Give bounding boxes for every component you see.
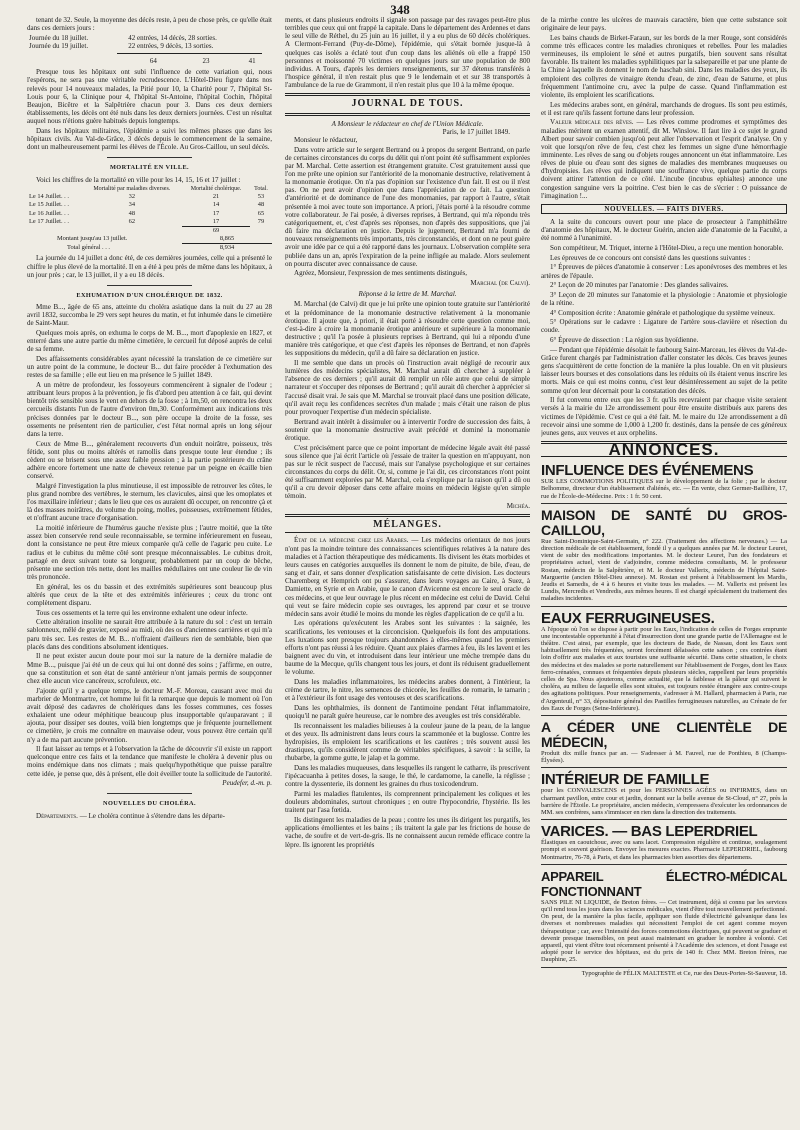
- table-cell: 21: [212, 193, 220, 201]
- ad-headline: MAISON DE SANTÉ DU GROS-CAILLOU,: [541, 506, 787, 538]
- table-row: [27, 218, 272, 227]
- table-cell: Total général . . .: [67, 244, 111, 251]
- table-row: [27, 226, 272, 235]
- table-cell: 14: [212, 201, 220, 209]
- table-cell: 22 entrées, 9 décès, 13 sorties.: [128, 41, 214, 50]
- paragraph: Il me semble que dans un procès où l'instruction avait négligé de recourir aux lumières des médecins spécialistes, M. Marchal aurait dû chercher à suppléer à l'absence de ces derniers ; qu'il aurait dû remplir un rôle autre que celui de simple narrateur et s'occuper des réponses de Bertrand ; qu'il aurait dû chercher à apprécier si l'accusé disait vrai. Je sais que M. Marchal se trouvait placé dans une position délicate, qu'il avait reçu les confidences secrètes d'un malade ; mais c'était une raison de plus pour provoquer l'expertise d'un médecin spécialiste.: [285, 358, 530, 416]
- paragraph: 2° Leçon de 20 minutes par l'anatomie : Des glandes salivaires.: [550, 281, 729, 290]
- ad-headline: INTÉRIEUR DE FAMILLE: [541, 771, 710, 789]
- paragraph: Dans les maladies inflammatoires, les médecins arabes donnent, à l'intérieur, la crème de tartre, le nitre, les semences de chicorée, les feuilles de romarin, le tamarin ; et à l'extérieur ils font usage des ventouses et des scarifications.: [285, 678, 530, 703]
- paragraph: — Pendant que l'épidémie désolait le faubourg Saint-Marceau, les élèves du Val-de-Grâce furent chargés par l'administration d'aller constater les décès. Ces braves jeunes gens s'acquittèrent de cette fonction de la manière la plus louable. On en vit plusieurs laisser leurs bourses et des consolations dans les réduits où ils étaient venus inscrire les morts. Mais ce qui est moins connu, c'est leur désintéressement au sujet de la petite somme qu'on leur décernait pour la constatation des décès.: [541, 345, 787, 395]
- paragraph: Voici les chiffres de la mortalité en ville pour les 14, 15, 16 et 17 juillet :: [36, 175, 241, 184]
- paragraph: [541, 118, 787, 200]
- table-cell: 53: [257, 193, 265, 201]
- paragraph: Cette altération insolite ne saurait être attribuée à la nature du sol : c'est un terrain sablonneux, mêlé de gravier, exposé au midi, où des os d'anciennes carrières et qui m'a paru très sec. Les restes de M. B... n'offraient d'ailleurs rien de semblable, bien que placés dans des conditions absolument identiques.: [27, 618, 272, 651]
- table-cell: 48: [128, 209, 136, 217]
- advertisement: [541, 718, 787, 768]
- ad-body: Rue Saint-Dominique-Saint-Germain, n° 222. (Traitement des affections nerveuses.) — La direction médicale de cet établissement, fondé il y a quelques années par M. le docteur Leuret, vient de subir des modifications importantes. M. le docteur Leuret, l'un des fondateurs et propriétaires actuel, vient de s'adjoindre, comme médecins consultants, M. le professeur Rostan, médecin de la Salpêtrière, et M. le docteur Vallerix, médecin de l'hôpital Saint-Marguerite (ancien Hôtel-Dieu annexe). M. Rostan est présent à l'établissement les Mardis, Jeudis et Samedis, de 4 à 6 heures et visite tous les malades. — M. Vallerix est présent les Lundis, Mercredis et Vendredis, aux mêmes heures. Il est chargé spécialement du traitement des maladies incidentes.: [541, 537, 787, 603]
- paragraph: Des affaissements considérables ayant nécessité la translation de ce cimetière sur un autre point de la commune, le docteur B... dut faire procéder à l'exhumation des restes de sa famille ; elle eut lieu en ma présence le 5 juillet 1849.: [27, 354, 272, 380]
- paragraph: [27, 812, 272, 820]
- table-cell: Le 15 Juillet. . .: [29, 201, 69, 209]
- table-row: [127, 57, 272, 65]
- table-header-row: [27, 185, 272, 193]
- paragraph: Presque tous les hôpitaux ont subi l'influence de cette variation qui, nous l'espérons, ne sera pas une véritable recrudescence. L'Hôtel-Dieu figure dans nos relevés pour 14 nouveaux malades, la Pitié pour 10, la Charité pour 7, l'hôpital St-Louis pour 6, la Clinique pour 4, l'hôpital St-Antoine, l'hôpital Cochin, l'hôpital Beaujon, Bicêtre et la Salpêtrière chacun pour 3. Dans ces deux derniers établissements, les décès ont été nuls dans les deux derniers journées. C'est un résultat auquel nous n'étions guère habitués depuis longtemps.: [27, 68, 272, 126]
- paragraph-text: — Les médecins orientaux de nos jours n'ont pas la moindre teinture des connaissances scientifiques relatives à la nature des maladies et à l'action thérapeutique des médicaments. Ils divisent les états morbides et leurs causes en catégories auxquelles ils donnent le nom de pituite, de bile, d'eau, de sang et d'air, et sans donner d'explication satisfaisante de cette division. Les docteurs Charemberg et Hemprich ont pu s'assurer, dans leurs voyages au Caire, à Suez, à Damiette, en Syrie et en Arabie, que le canon d'Avicenne est encore le seul oracle de ces médecins, et que leur ouvrage le plus récent en médecine est celui de David. Celui qui veut se faire médecin copie ses ouvrages, les apprend par cœur et se trouve médecin sans avoir étudié le moins du monde les règles d'application de ce qu'il a lu.: [285, 536, 530, 618]
- paragraph: C'est précisément parce que ce point important de médecine légale avait été passé sous silence que j'ai écrit l'article où j'essaie de traiter la question en m'appuyant, non pas sur le récit suspect de l'accusé, mais sur l'analyse psychologique et sur certaines circonstances du corps du délit. Or, si, comme je l'ai dit, ces circonstances n'ont point été suffisamment explorées par M. Marchal, cela s'explique par la raison qu'il a dû ou qu'il a cru devoir déposer dans cette affaire moins en médecin légiste qu'en simple témoin.: [285, 443, 530, 501]
- grand-total: 8,934: [182, 244, 272, 253]
- letter-greeting: Monsieur le rédacteur,: [294, 135, 358, 144]
- ad-body: Produit dix mille francs par an. — S'adresser à M. Fauvel, rue de Ponthieu, 8 (Champs-Élysées).: [541, 750, 787, 765]
- table-cell: 32: [128, 193, 136, 201]
- table-cell: Le 14 Juillet. . .: [29, 193, 69, 201]
- paragraph: ments, et dans plusieurs endroits il signale son passage par des ravages peut-être plus terribles que ceux qui ont frappé la capitale. Dans le département des Ardennes et dans le seul ville de Réthel, du 25 juin au 16 juillet, il y a eu plus de 60 décès cholériques. A Clermont-Ferrand (Puy-de-Dôme), l'épidémie, qui s'était bornée jusque-là à quelques cas isolés a éclaté tout d'un coup dans les aliénés où elle a frappé 150 personnes et moissonné 70 victimes en quelques jours sur une population de 800 individus. A Tours, d'après les derniers renseignements, sur 37 détenus transférés à l'hospice général, il n'en restait plus que 9 le lendemain et et sur 38 transportés à l'ambulance de la rue de Grammont, il n'en restait plus que 10 à la même époque.: [285, 16, 530, 90]
- table-cell: 8,865: [219, 235, 235, 243]
- double-rule: [285, 93, 530, 96]
- paragraph: La journée du 14 juillet a donc été, de ces dernières journées, celle qui a présenté le chiffre le plus élevé de la mortalité. Il en a été à peu près de même dans les hôpitaux, à un jour près ; car, le 13 juillet, il y a eu 18 décès.: [27, 254, 272, 279]
- table-cell: Le 17 Juillet. . .: [29, 218, 69, 226]
- paragraph: Les bains chauds de Birket-Faraun, sur les bords de la mer Rouge, sont considérés comme très efficaces contre les maladies chroniques et rebelles. Pour les maladies vermineuses, ils emploient le séné et autres purgatifs, bien souvent sans résultat favorable. Ils traitent les maladies syphilitiques par la salsepareille et par une plante de la Chine à laquelle ils donnent le nom de haschab sini. Dans les maladies des yeux, ils emploient des collyres de vinaigre étendu d'eau, de zinc, d'eau de Saturne, et plus fréquemment l'antimoine cru, avec la pulpe de casse. Quand l'inflammation est violente, ils emploient les scarifications.: [541, 33, 787, 99]
- ad-body: Élastiques en caoutchouc, avec ou sans lacet. Compression régulière et continue, soulagement prompt et souvent guérison. Envoyer les mesures exactes. Pharmacie LEPERDRIEL, faubourg Montmartre, 76-78, à Paris, et dans les pharmacies bien assorties des départemens.: [541, 839, 787, 861]
- section-heading: MÉLANGES.: [373, 519, 442, 531]
- paragraph: Dans les maladies muqueuses, dans lesquelles ils rangent le catharre, ils prescrivent l'ipécacuanha à petites doses, la sauge, le thé, le cardamome, la canelle, la réglisse ; contre la dyssenterie, ils donnent les graines du rhus toxicodendrum.: [285, 764, 530, 789]
- paragraph: Malgré l'investigation la plus minutieuse, il est impossible de retrouver les côtes, le plus grand nombre des vertèbres, le sternum, les clavicules, ainsi que les omoplates et l'os maxillaire inférieur ; dans le lieu que ces os auraient dû occuper, on rencontre çà et là des masses noirâtres, du volume du poing, molles, poisseuses, extrêmement fétides, et n'offrant aucune trace d'organisation.: [27, 481, 272, 523]
- advertisement: [541, 461, 787, 504]
- paragraph: Mme B..., âgée de 65 ans, atteinte du choléra asiatique dans la nuit du 27 au 28 avril 1832, succomba le 29 vers sept heures du matin, et fut inhumée dans le cimetière de Saint-Maur.: [27, 303, 272, 328]
- paragraph: Les opérations qu'exécutent les Arabes sont les suivantes : la saignée, les scarifications, les ventouses et la circoncision. Quelquefois ils font des amputations. Les luxations sont presque toujours abandonnées à elles-mêmes quand les premiers efforts n'ont pas réussi à les réduire. Quant aux plaies d'armes à feu, ils les lavent et les baignent avec du vin, et introduisent dans leur intérieur une mèche trempée dans du baume de la Mecque, qu'ils changent tous les jours, et dont ils réduisent graduellement le volume.: [285, 619, 530, 677]
- paragraph: 4° Composition écrite : Anatomie générale et pathologique du système veineux.: [550, 308, 775, 317]
- paragraph: A la suite du concours ouvert pour une place de prosecteur à l'amphithéâtre d'anatomie des hôpitaux, M. le docteur Guérin, ancien aide d'anatomie de la Faculté, a été nommé à l'unanimité.: [541, 218, 787, 243]
- table-cell: 34: [128, 201, 136, 209]
- advertisement: [541, 506, 787, 607]
- paragraph: Dans les ophthalmies, ils donnent de l'antimoine pendant l'état inflammatoire, quoiqu'il ne paraît guère heureuse, car le nombre des aveugles est très considérable.: [285, 704, 530, 721]
- ad-body: A l'époque où l'on se dispose à partir pour les Eaux, l'indication de celles de Forges emprunte une incontestable opportunité à l'état d'insurrection dont une grande partie de l'Allemagne est le théâtre. C'est ainsi, par exemple, que les docteurs de Bade, de Nassau, dont les Eaux sont habituellement très fréquentées, seront forcément délaissées cette saison ; ces contrées étant loin d'offrir aux malades et aux touristes une suffisante sécurité. Dans cette situation, le choix des médecins et des malades se porte naturellement sur l'établissement de Forges, dont les Eaux ferro-crénatées, connues et fréquentées depuis plusieurs siècles, rappellent par leurs propriétés celles de Spa. Nous ajouterons, comme actualité, que la faiblesse et la pâleur qui suivent le choléra, au milieu de laquelle elles sont situées, est toujours restée étrangère aux contre-coups des agitations politiques. Pour renseignements, s'adresser à M. Hallard, pharmacien à Paris, rue d'Argenteuil, n° 33, dépositaire général des Pastilles ferrugineuses naturelles, au Crénate de fer des Eaux de Forges (Seine-Inférieure).: [541, 625, 787, 712]
- signature: Michéa.: [506, 502, 530, 511]
- ornament-divider: [27, 790, 272, 796]
- paragraph-text: — Le choléra continue à s'étendre dans les départe-: [77, 811, 225, 820]
- paragraph: [285, 536, 530, 618]
- daily-stats-totals: [127, 57, 272, 65]
- paragraph: En général, les os du bassin et des extrémités supérieures sont beaucoup plus altérés que ceux de la tête et des extrémités inférieures ; ceux du tronc ont complètement disparu.: [27, 582, 272, 607]
- table-cell: 48: [257, 201, 265, 209]
- paragraph: 3° Leçon de 20 minutes sur l'anatomie et la physiologie : Anatomie et physiologie de la rétine.: [541, 290, 787, 307]
- ornament-divider: [27, 154, 272, 160]
- paragraph: A un mètre de profondeur, les fossoyeurs commencèrent à signaler de l'odeur ; attribuant leurs propos à la prévention, je fis d'abord peu attention à ce fait, qui devint bientôt très sensible sous le vent en dehors de la fosse ; à 1m,50, on rencontra les deux cercueils distants l'un de l'autre d'environ 0m,30. Conformément aux indications très précises données par le docteur B..., son père occupe la droite de la fosse, ses ossements ne présentent rien de particulier, c'est l'état normal après un long séjour dans la terre.: [27, 380, 272, 438]
- paragraph: Bertrand avait intérêt à dissimuler ou à intervertir l'ordre de succession des faits, à soutenir que la monomanie destructive avait précédé et dominé la monomanie érotique.: [285, 417, 530, 442]
- paragraph: Les épreuves de ce concours ont consisté dans les questions suivantes :: [550, 253, 751, 262]
- total-entries: 64: [149, 57, 157, 66]
- signature: Marchal (de Calvi).: [470, 279, 530, 288]
- section-heading: JOURNAL DE TOUS.: [351, 98, 464, 110]
- total-exits: 41: [248, 57, 256, 66]
- letter-date: Paris, le 17 juillet 1849.: [442, 127, 510, 136]
- advertisement: [541, 822, 787, 865]
- paragraph: de la mirrhe contre les ulcères de mauvais caractère, bien que cette substance soit originaire de leur pays.: [541, 16, 787, 33]
- letter-addressee: A Monsieur le rédacteur en chef de l'Union Médicale.: [331, 119, 484, 128]
- paragraph: Les médecins arabes sont, en général, marchands de drogues. Ils sont peu estimés, et il est rare qu'ils fassent fortune dans leur profession.: [541, 100, 787, 117]
- column-left: [27, 16, 272, 1122]
- table-cell: Journée du 19 juillet.: [29, 41, 89, 50]
- table-cell: 62: [128, 218, 136, 226]
- table-cell: Le 16 Juillet. . .: [29, 209, 69, 217]
- double-rule: [285, 113, 530, 116]
- paragraph: tenant de 32. Seule, la moyenne des décès reste, à peu de chose près, ce qu'elle était dans ces derniers jours :: [27, 16, 272, 33]
- mortality-table: [27, 185, 272, 252]
- table-row: [27, 34, 272, 42]
- paragraph: Il fut convenu entre eux que les 3 fr. qu'ils recevraient par chaque visite seraient versés à la mairie du 12e arrondissement pour être ensuite distribués aux parens des victimes de l'épidémie. C'est ce qui a été fait. M. le maire du 12e arrondissement a dû recevoir ainsi une somme de 1,000 à 1,200 fr. destinés, dans la pensée de ces généreux jeunes gens, aux veuves et aux orphelins.: [541, 396, 787, 437]
- advertisement: [541, 609, 787, 716]
- ad-body: pour les CONVALESCENS et pour les PERSONNES AGÉES ou INFIRMES, dans un charmant pavillon, entre cour et jardin, donnant sur la belle avenue de St-Cloud, n° 27, près la barrière de l'Étoile. Le propriétaire, ancien médecin, s'empressera d'exécuter les ordonnances de MM. ses confrères, sans s'immiscer en rien dans la direction des traitements.: [541, 787, 787, 817]
- paragraph: Agréez, Monsieur, l'expression de mes sentiments distingués,: [294, 269, 468, 278]
- paragraph: Dans les hôpitaux militaires, l'épidémie a suivi les mêmes phases que dans les hôpitaux civils. Au Val-de-Grâce, 3 décès depuis le commencement de la semaine, dont un malheureusement parmi les élèves de l'École. Au Gros-Caillou, un seul décès.: [27, 126, 272, 152]
- table-row: [27, 42, 272, 50]
- table-header: Total.: [254, 186, 268, 193]
- paragraph: Ils distinguent les maladies de la peau ; contre les unes ils dirigent les purgatifs, les applications émollientes et les bains ; ils traitent la gale par les frictions de house de vache, de soufre et de vert-de-gris. Ils ne connaissent aucun remède efficace contre la lèpre. Ils ignorent les propriétés: [285, 816, 530, 849]
- daily-stats-table: [27, 34, 272, 50]
- subsection-heading: Réponse à la lettre de M. Marchal.: [358, 290, 457, 299]
- paragraph: Quelques mois après, on exhuma le corps de M. B..., mort d'apoplexie en 1827, et enterré dans une autre partie du même cimetière, le cercueil fut déposé auprès de celui de sa femme.: [27, 329, 272, 354]
- table-cell: 65: [257, 209, 265, 217]
- table-cell: 42 entrées, 14 décès, 28 sorties.: [128, 33, 217, 42]
- paragraph-text: — Les rêves comme prodromes et symptômes des maladies méritent un examen attentif, dit M. Winslow. Il faut lire à ce sujet le grand Albert pour savoir combien jusqu'où peut aller l'observation et l'esprit d'analyse. On y voit que lorsqu'on rêve de feu, c'est chez les femmes un signe d'une hémorrhagie imminente. Les rêves de sang ou d'objets rouges annoncent un état inflammatoire. Les rêves de pluie ou d'eau sont des signes de maladies des membranes muqueuses ou d'hydropisies. Les rêves qui indiquent une souffrance vive, quelque partie du corps doivent attirer l'attention de ce côté. L'incube (incubus ephialtes) annonce une congestion sanguine vers la poitrine. C'est bien le cas de s'écrier : O puissance de l'imagination !...: [541, 118, 787, 200]
- paragraph: Ils reconnaissent les maladies bilieuses à la couleur jaune de la peau, de la langue et des yeux. Ils administrent dans leurs cours la scammonée et la buglosse. Contre les hydropisies, ils emploient les scarifications et les cautères ; très souvent aussi les drastiques, qu'ils considèrent comme de véritables spécifiques, à savoir : la scille, la rhubarbe, la gomme gutte, le jalap et la gomme.: [285, 721, 530, 763]
- paragraph: Il faut laisser au temps et à l'observation la tâche de découvrir s'il existe un rapport quelconque entre ces faits et la tendance que manifeste le choléra à devenir plus ou moins endémique dans nos climats ; mais quelqu'hypothétique que puisse paraître cette idée, je pense que, dès à présent, elle doit éveiller toute la sollicitude de l'autorité.: [27, 745, 272, 778]
- total-deaths: 23: [202, 57, 210, 66]
- double-rule: [285, 514, 530, 517]
- page-number: 348: [390, 2, 410, 17]
- paragraph: 6° Épreuve de dissection : La région sus hyoïdienne.: [550, 336, 699, 345]
- paragraph: J'ajoute qu'il y a quelque temps, le docteur M.-F. Moreau, causant avec moi du marbrier de Montmartre, cet homme lui fit la remarque que depuis le moment où l'on avait déposé des cadavres de cholériques dans les fosses communes, ces fosses exhalaient une odeur méphitique beaucoup plus insupportable qu'auparavant ; il ajouta, pour dissiper ses doutes, voilà bien longtemps que je fréquente journellement ce cimetière, je crois me connaître en mauvaise odeur, vous pouvez être certain qu'il n'y a de ma part aucune prévention.: [27, 686, 272, 744]
- section-heading: NOUVELLES. — FAITS DIVERS.: [541, 204, 787, 214]
- advertisement: [541, 867, 787, 968]
- section-heading: EXHUMATION D'UN CHOLÉRIQUE DE 1832.: [76, 291, 223, 299]
- paragraph: La moitié inférieure de l'humérus gauche n'existe plus ; l'autre moitié, que la tête assez bien conservée rend seule reconnaissable, se termine inférieurement en fuseau, dont la consistance ne peut être mieux comparée qu'à celle de l'agaric peu cuite. Le radius et le cubitus du même côté sont presque méconnaissables. Le cubitus droit, partagé en deux suivant toute sa longueur, probablement par un coup de bêche, présente une section très nette, dont les mailles médullaires ont une couleur lie de vin très prononcée.: [27, 524, 272, 582]
- table-cell: Montant jusqu'au 13 juillet.: [57, 235, 128, 243]
- table-row: [27, 201, 272, 209]
- paragraph: Son compétiteur, M. Triquet, interne à l'Hôtel-Dieu, a reçu une mention honorable.: [550, 244, 784, 253]
- signature: Peudefer, d.-m. p.: [222, 779, 272, 788]
- table-cell: Journée du 18 juillet.: [29, 33, 89, 42]
- paragraph: 5° Opérations sur le cadavre : Ligature de l'artère sous-clavière et résection du coude.: [541, 318, 787, 335]
- ad-headline: INFLUENCE DES ÉVÉNEMENS: [541, 462, 754, 480]
- divider: [285, 532, 530, 533]
- printer-imprint: Typographie de FÉLIX MALTESTE et Ce, rue des Deux-Portes-St-Sauveur, 18.: [581, 969, 787, 977]
- paragraph: M. Marchal (de Calvi) dit que je lui prête une opinion toute gratuite sur l'antériorité et la prédominance de la monomanie destructive relativement à la monomanie érotique. Il ajoute que, à priori, il était porté à résoudre cette question comme moi, c'est-à-dire à croire la monomanie érotique antérieure et supérieure à la monomanie destructive ; qu'il l'a posée à plusieurs reprises à Bertrand, qui lui a répondu d'une manière très catégorique, et que c'est d'après les réponses de Bertrand, et non d'après les suppositions du médecin, qu'il a dû faire sa déclaration en justice.: [285, 300, 530, 358]
- ad-body: SUR LES COMMOTIONS POLITIQUES sur le développement de la folie ; par le docteur Belhomme, directeur d'un établissement d'aliénés, etc. — En vente, chez Germer-Baillière, 17, rue de l'École-de-Médecine. Prix : 1 fr. 50 cent.: [541, 478, 787, 500]
- column-middle: [285, 16, 530, 1122]
- paragraph: Tous ces ossements et la terre qui les environne exhalent une odeur infecte.: [36, 608, 248, 617]
- divider: [117, 53, 262, 54]
- paragraph: Il ne peut exister aucun doute pour moi sur la nature de la dernière maladie de Mme B..., puisque j'ai été un de ceux qui lui ont donné des soins ; j'affirme, en outre, que sa constitution et son état de santé antérieur n'ont jamais permis de soupçonner chez elle aucun vice cancéreux, scrofuleux, etc.: [27, 652, 272, 685]
- table-row: [27, 244, 272, 253]
- annonces-heading: ANNONCES.: [541, 441, 787, 457]
- paragraph: 1° Épreuves de pièces d'anatomie à conserver : Les aponévroses des membres et les artères de l'épaule.: [541, 263, 787, 280]
- column-right: [541, 16, 787, 1122]
- ad-body: SANS PILE NI LIQUIDE, de Breton frères. — Cet instrument, déjà si connu par les services qu'il rend tous les jours dans les sciences médicales, vient d'être tout nouvellement perfectionné. On peut, de la manière la plus facile, appliquer son fluide d'électricité galvanique dans les diverses et nombreuses maladies qui nécessitent l'emploi de cet agent comme moyen thérapeutique ; car, avec l'intensité des forces commotions électriques, qui peuvent se graduer et devenir presque insensibles, on peut aussi maintenant en graduer le nombre à volonté. Cet appareil, qui vient d'être tout récemment présenté à l'Académie des sciences, et dont l'usage est adopté pour le service des hôpitaux, est du prix de 140 fr. Chez MM. Breton frères, rue Dauphine, 25.: [541, 898, 787, 964]
- table-header: [27, 185, 82, 193]
- table-row: [27, 210, 272, 218]
- advertisement: [541, 770, 787, 820]
- table-cell: 79: [257, 218, 265, 226]
- table-row: [27, 235, 272, 244]
- table-row: [27, 193, 272, 201]
- paragraph: Parmi les maladies flatulentes, ils comprennent principalement les coliques et les douleurs abdominales, surtout chroniques ; en outre l'hypocondrie, l'hystérie. Ils les traitent par l'asa fœtida.: [285, 790, 530, 815]
- paragraph-label: Départements.: [36, 811, 78, 820]
- paragraph: Ceux de Mme B..., généralement recouverts d'un enduit noirâtre, poisseux, très fétide, sont plus ou moins altérés et ramollis dans presque toute leur étendue ; ils cèdent ou se brisent sous une assez faible pression ; à la partie postérieure du crâne adhère encore fortement une natte de cheveux retenue par un peigne en écaille bien conservé.: [27, 439, 272, 481]
- section-heading: MORTALITÉ EN VILLE.: [109, 164, 190, 172]
- paragraph-label: Valeur médicale des rêves.: [550, 118, 634, 127]
- table-cell: 17: [212, 209, 220, 217]
- ad-headline: VARICES. — BAS LEPERDRIEL: [541, 823, 758, 841]
- table-cell: 17: [212, 217, 220, 225]
- section-heading: NOUVELLES DU CHOLÉRA.: [103, 800, 196, 808]
- paragraph: Dans votre article sur le sergent Bertrand ou à propos du sergent Bertrand, on parle de certaines circonstances du corps du délit qui n'ont point été suffisamment explorées par M. Marchal. Cette assertion est étrangement gratuite. C'est gratuitement aussi que l'on me prête une opinion sur l'antériorité de la monomanie destructive, relativement à la monomanie érotique. On n'a pas d'opinion sur l'existence d'un fait. Il est ou il n'est pas. On ne peut avoir d'opinion que dans l'appréciation de ce fait. La question d'antériorité et de dominance de l'une des monomanies, par rapport à l'autre, s'était présentée à moi avec toute son importance. A priori, j'étais porté à la résoudre comme votre collaborateur. Je l'ai posée, à diverses reprises, à Bertrand, qui m'a répondu très catégoriquement, et, c'est d'après ses réponses, non d'après des suppositions, que j'ai dû faire ma déclaration en justice. Depuis le jugement, Bertrand m'a fourni de nouveaux renseignements très importants, très circonstanciés, et dont on ne peut guère avoir une idée par ce qui a été rapporté dans les journaux. L'observation complète sera publiée dans un an, après l'expiration de la peine infligée au malade. Alors seulement on pourra discuter avec connaissance de cause.: [285, 145, 530, 268]
- ad-headline: APPAREIL ÉLECTRO-MÉDICAL FONCTIONNANT: [541, 868, 787, 899]
- mortality-subtotal: 69: [182, 226, 250, 235]
- paragraph-label: État de la médecine chez les Arabes.: [294, 536, 409, 545]
- table-header: Mortalité cholérique.: [190, 186, 242, 193]
- ad-headline: A CÉDER UNE CLIENTÈLE DE MÉDECIN,: [541, 719, 787, 751]
- ornament-divider: [27, 282, 272, 288]
- table-header: Mortalité par maladies diverses.: [93, 186, 171, 193]
- ad-headline: EAUX FERRUGINEUSES.: [541, 609, 715, 627]
